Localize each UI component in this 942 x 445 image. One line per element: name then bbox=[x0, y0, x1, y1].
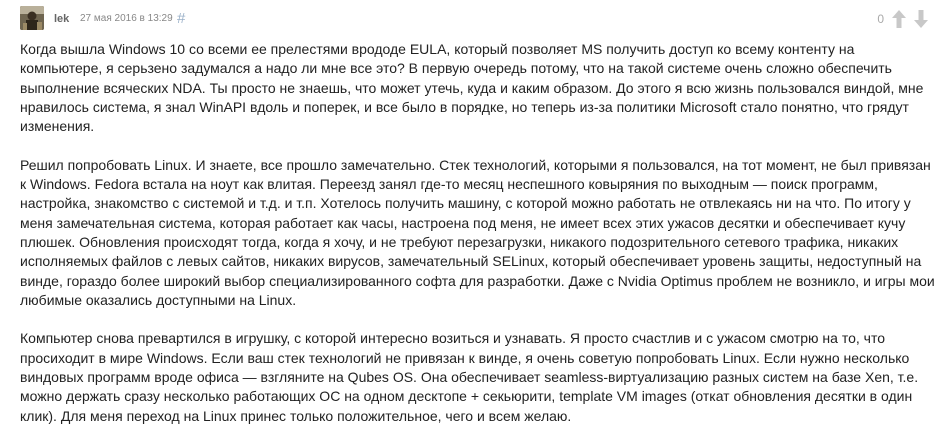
arrow-down-icon bbox=[912, 8, 930, 30]
comment-body bbox=[20, 40, 936, 445]
comment-paragraph: Когда вышла Windows 10 со всеми ее прелестями врододе EULA, который позволяет MS получить доступ ко всему контенту на компьютере, я серьзено задумался а надо ли мне все это? В первую очередь потому, что на такой системе очень сложно обеспечить выполнение всяческих NDA. Ты просто не знаешь, что может утечь, куда и каким образом. До этого я всю жизнь пользовался виндой, мне нравилось система, я знал WinAPI вдоль и поперек, и все было в порядке, но теперь из-за политики Microsoft стало понятно, что грядут изменения. bbox=[20, 41, 924, 135]
downvote-button[interactable] bbox=[912, 8, 930, 30]
hash-icon[interactable]: # bbox=[177, 10, 186, 27]
vote-count: 0 bbox=[877, 12, 884, 26]
upvote-button[interactable] bbox=[890, 8, 908, 30]
comment-header bbox=[20, 6, 932, 34]
comment-paragraph: Решил попробовать Linux. И знаете, все прошло замечательно. Стек технологий, которыми я пользовался, на тот момент, не был привязан к Windows. Fedora встала на ноут как влитая. Переезд занял где-то месяц неспешного ковыряния по выходным — поиск программ, настройка, знакомство с системой и т.д. и т.п. Хотелось получить машину, с которой можно работать не отвлекаясь ни на что. По итогу у меня замечательная система, которая работает как часы, настроена под меня, не имеет всех этих ужасов десятки и обеспечивает кучу плюшек. Обновления происходят тогда, когда я хочу, и не требуют перезагрузки, никакого подозрительного сетевого трафика, никаких исполняемых файлов с левых сайтов, никаких вирусов, замечательный SELinux, который обеспечивает уровень защиты, недоступный на винде, гораздо более широкий выбор специализированного софта для разработки. Даже с Nvidia Optimus проблем не возникло, и игры мои любимые оказались доступными на Linux. bbox=[20, 156, 935, 308]
comment-paragraph: Компьютер снова превартился в игрушку, с которой интересно возиться и узнавать. Я просто счастлив и с ужасом смотрю на то, что просиходит в мире Windows. Если ваш стек технологий не привязан к винде, я очень советую попробовать Linux. Если нужно несколько виндовых программ вроде офиса — взгляните на Qubes OS. Она обеспечивает seamless-виртуализацию разных систем на базе Xen, т.е. можно держать сразу несколько работающих ОС на одном десктопе + секьюрити, template VM images (откат обновления десятки в один клик). Для меня переход на Linux принес только положительное, чего и всем желаю. bbox=[20, 330, 919, 424]
arrow-up-icon bbox=[890, 8, 908, 30]
avatar[interactable] bbox=[20, 6, 44, 30]
comment-author[interactable]: lek bbox=[54, 13, 70, 25]
avatar-image-icon bbox=[20, 6, 44, 30]
comment-timestamp: 27 мая 2016 в 13:29 bbox=[80, 13, 173, 24]
